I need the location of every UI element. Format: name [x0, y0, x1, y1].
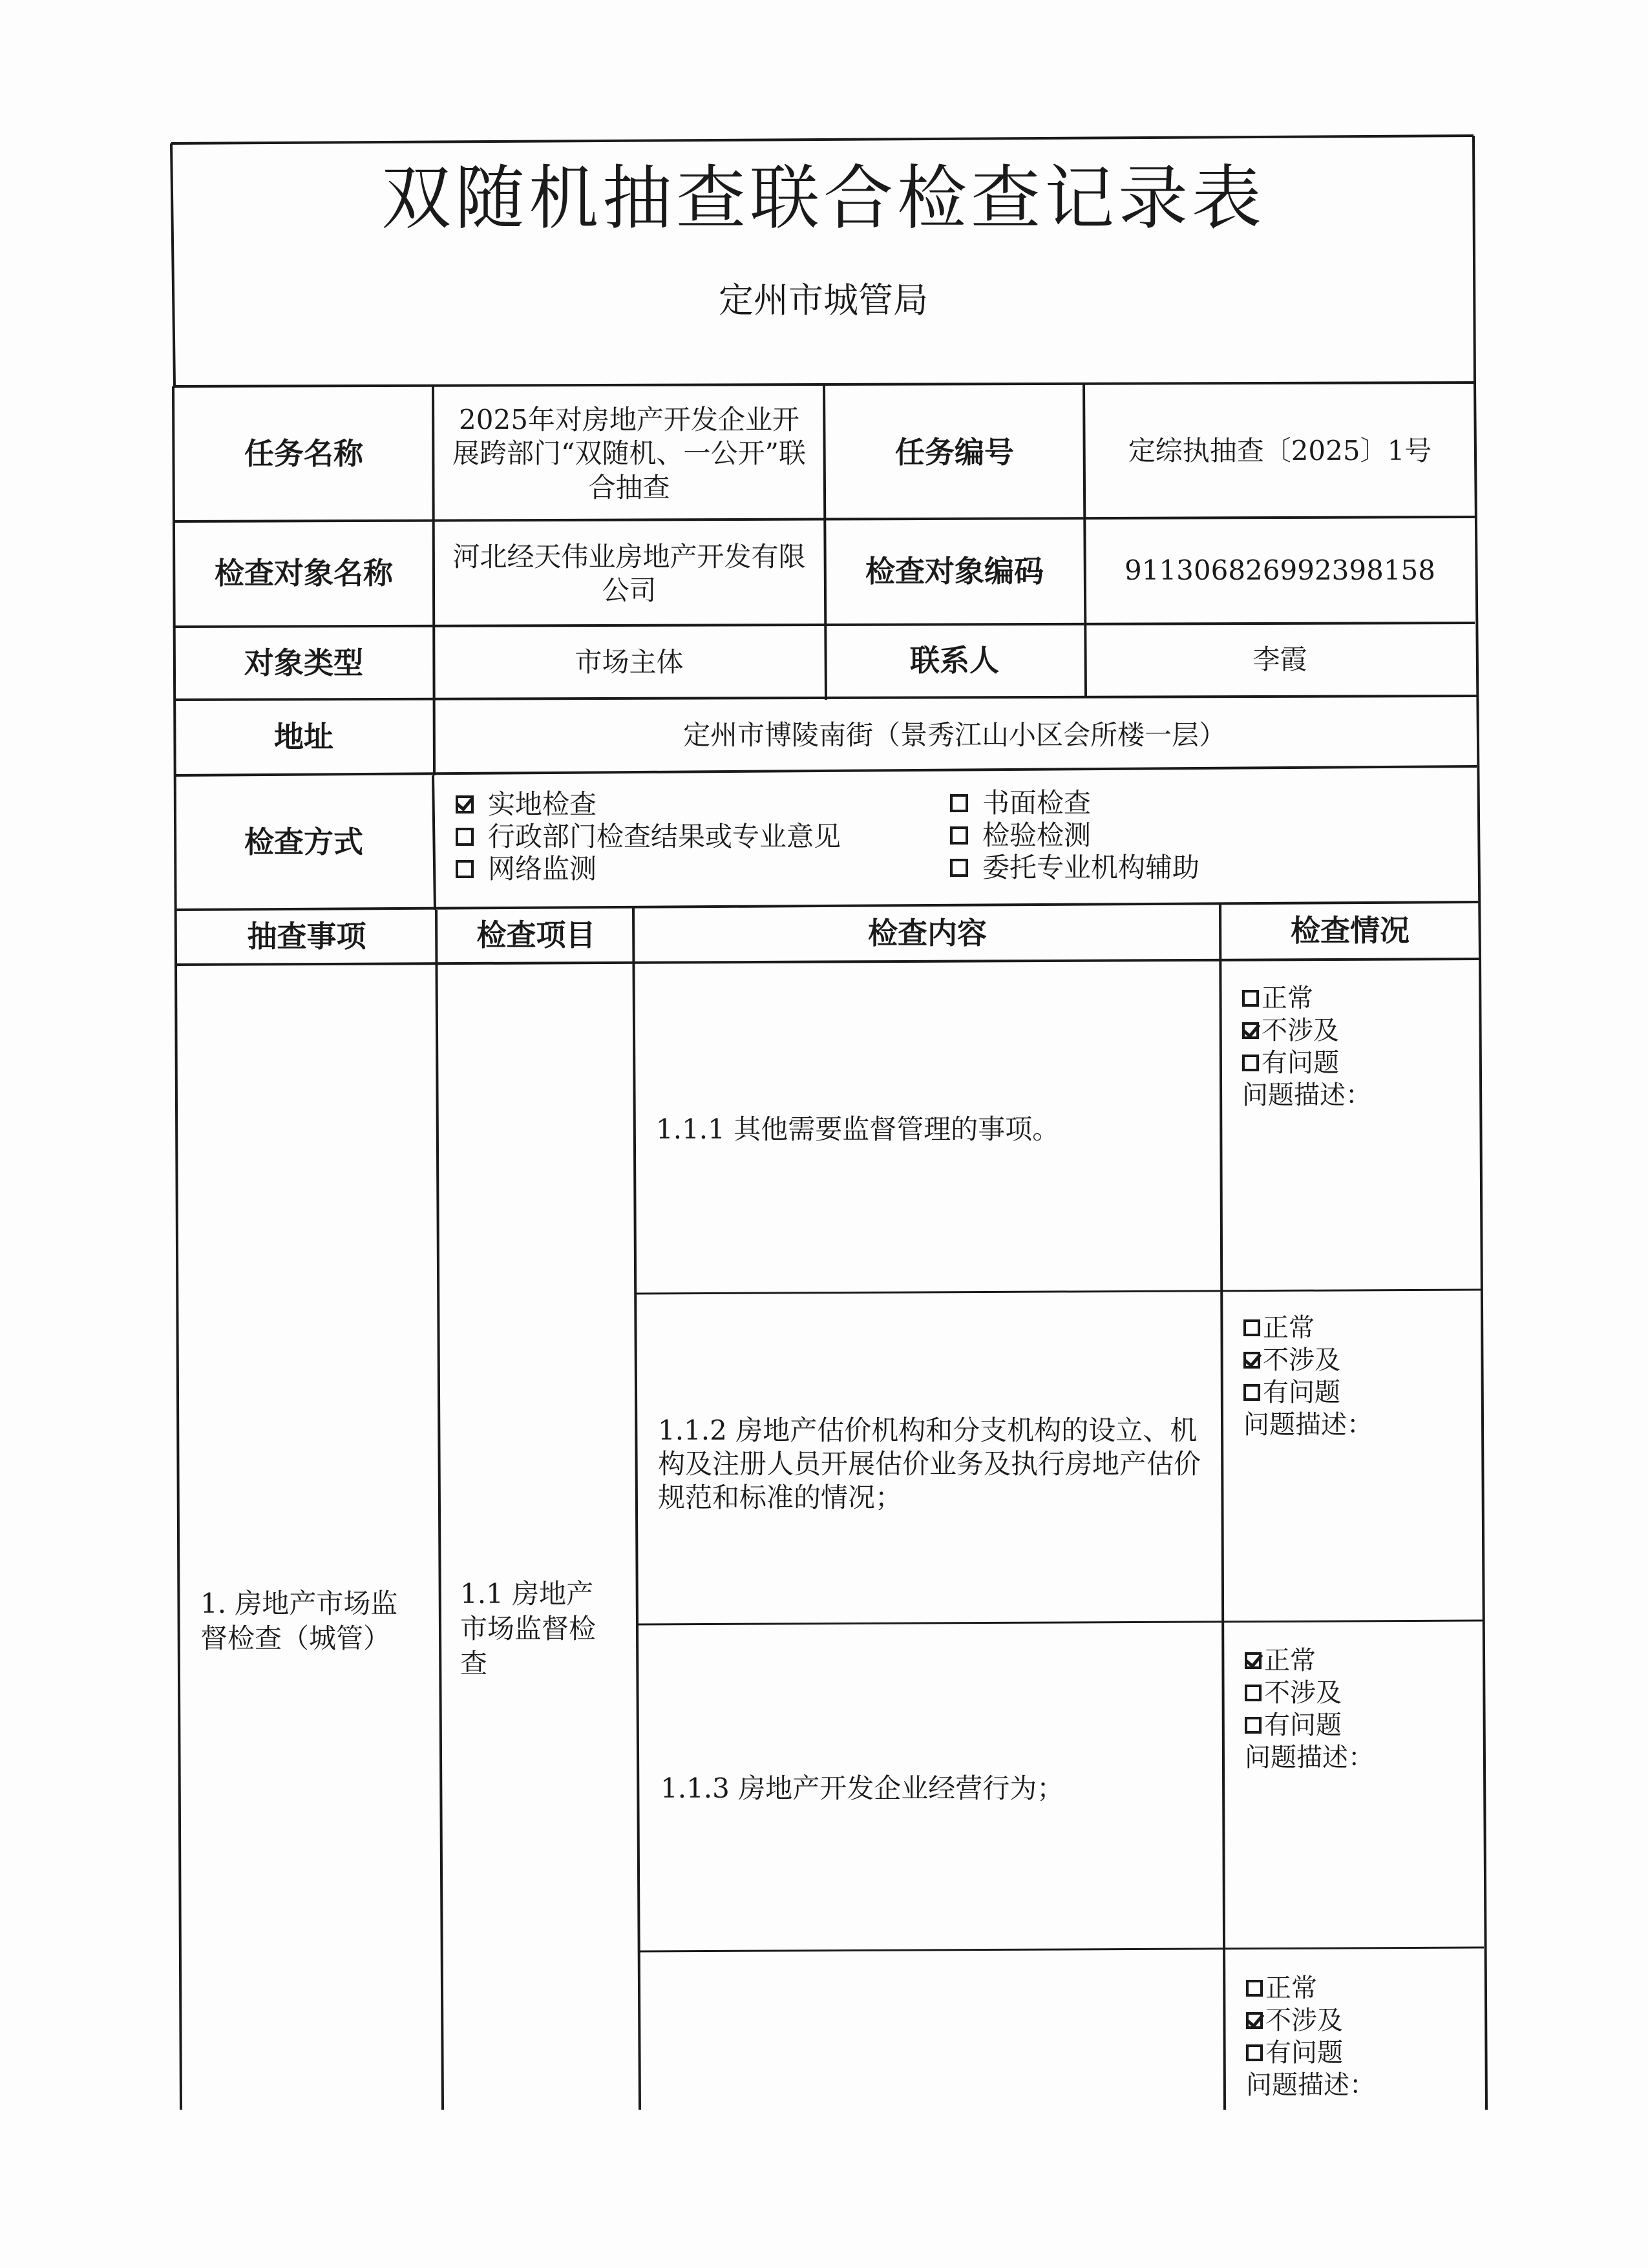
- status-row-3: [1245, 1644, 1374, 1774]
- problem-description-label: 问题描述：: [1245, 1743, 1374, 1772]
- task-no-value: 定综执抽查〔2025〕1号: [1128, 435, 1432, 467]
- method-network[interactable]: [456, 853, 841, 885]
- method-testing[interactable]: [950, 819, 1199, 852]
- target-type-label: 对象类型: [244, 646, 363, 681]
- col-header-content: 检查内容: [868, 916, 987, 951]
- status-not-applicable[interactable]: 不涉及: [1245, 1677, 1374, 1709]
- checkbox-icon[interactable]: [1243, 1319, 1260, 1336]
- task-no-label: 任务编号: [895, 434, 1014, 470]
- checkbox-icon[interactable]: [1245, 1652, 1262, 1669]
- checkbox-icon[interactable]: [950, 859, 968, 877]
- task-name-value: 2025年对房地产开发企业开展跨部门“双随机、一公开”联合抽查: [452, 403, 806, 503]
- check-content-row-2: 1.1.2 房地产估价机构和分支机构的设立、机构及注册人员开展估价业务及执行房地产估价规范和标准的情况；: [658, 1414, 1201, 1513]
- checkbox-icon[interactable]: [1242, 1055, 1259, 1071]
- address-label: 地址: [274, 719, 333, 755]
- status-normal[interactable]: 正常: [1245, 1644, 1374, 1677]
- col-header-project: 检查项目: [476, 918, 596, 953]
- method-entrusted[interactable]: [950, 852, 1199, 884]
- status-normal[interactable]: 正常: [1243, 1312, 1373, 1344]
- method-written-label: 书面检查: [982, 787, 1092, 819]
- status-row-1: [1242, 982, 1371, 1111]
- method-admin-result-label: 行政部门检查结果或专业意见: [488, 821, 841, 852]
- status-problem[interactable]: 有问题: [1246, 2037, 1375, 2069]
- target-name-value: 河北经天伟业房地产开发有限公司: [452, 540, 806, 606]
- checkbox-icon[interactable]: [1242, 1022, 1259, 1039]
- page-title: 双随机抽查联合检查记录表: [381, 158, 1265, 239]
- method-options-right: [950, 787, 1199, 884]
- method-network-label: 网络监测: [488, 853, 597, 885]
- address-value: 定州市博陵南街（景秀江山小区会所楼一层）: [682, 719, 1226, 751]
- checkbox-icon[interactable]: [950, 826, 968, 845]
- page-subtitle: 定州市城管局: [719, 280, 928, 321]
- target-code-label: 检查对象编码: [865, 554, 1044, 589]
- problem-description-label: 问题描述：: [1243, 1410, 1373, 1440]
- checkbox-icon[interactable]: [456, 828, 474, 846]
- check-content-row-3: 1.1.3 房地产开发企业经营行为；: [660, 1772, 1064, 1804]
- contact-label: 联系人: [910, 643, 999, 678]
- spot-item: 1. 房地产市场监督检查（城管）: [200, 1588, 398, 1654]
- checkbox-icon[interactable]: [950, 794, 968, 812]
- method-options-left: [456, 788, 841, 885]
- status-normal[interactable]: 正常: [1246, 1972, 1375, 2004]
- target-type-value: 市场主体: [575, 646, 684, 678]
- status-problem[interactable]: 有问题: [1243, 1376, 1373, 1409]
- checkbox-icon[interactable]: [1245, 1685, 1262, 1701]
- method-testing-label: 检验检测: [982, 819, 1092, 851]
- checkbox-icon[interactable]: [456, 860, 474, 878]
- col-header-status: 检查情况: [1291, 913, 1410, 949]
- target-name-label: 检查对象名称: [215, 556, 393, 591]
- status-not-applicable[interactable]: 不涉及: [1243, 1344, 1373, 1376]
- status-not-applicable[interactable]: 不涉及: [1246, 2004, 1375, 2037]
- check-content-row-1: 1.1.1 其他需要监督管理的事项。: [656, 1113, 1060, 1145]
- checkbox-icon[interactable]: [1246, 1980, 1263, 1997]
- task-name-label: 任务名称: [244, 436, 363, 471]
- status-normal[interactable]: 正常: [1242, 982, 1371, 1014]
- check-project: 1.1 房地产市场监督检查: [460, 1578, 597, 1679]
- checkbox-icon[interactable]: [456, 795, 474, 814]
- method-onsite[interactable]: [456, 788, 841, 821]
- status-row-2: [1243, 1312, 1373, 1441]
- problem-description-label: 问题描述：: [1242, 1080, 1371, 1110]
- status-problem[interactable]: 有问题: [1242, 1047, 1371, 1079]
- checkbox-icon[interactable]: [1245, 1717, 1262, 1734]
- method-written[interactable]: [950, 787, 1199, 819]
- checkbox-icon[interactable]: [1246, 2012, 1263, 2029]
- method-onsite-label: 实地检查: [488, 788, 597, 820]
- checkbox-icon[interactable]: [1246, 2044, 1263, 2061]
- method-admin-result[interactable]: [456, 821, 841, 853]
- checkbox-icon[interactable]: [1243, 1384, 1260, 1401]
- contact-value: 李霞: [1252, 643, 1307, 675]
- target-code-value: 911306826992398158: [1125, 554, 1435, 586]
- method-label: 检查方式: [244, 824, 363, 860]
- problem-description-label: 问题描述：: [1246, 2070, 1375, 2100]
- checkbox-icon[interactable]: [1243, 1352, 1260, 1369]
- status-problem[interactable]: 有问题: [1245, 1709, 1374, 1741]
- col-header-item: 抽查事项: [247, 919, 366, 954]
- method-entrusted-label: 委托专业机构辅助: [982, 852, 1200, 883]
- status-row-4: [1246, 1972, 1375, 2101]
- checkbox-icon[interactable]: [1242, 990, 1259, 1007]
- status-not-applicable[interactable]: 不涉及: [1242, 1014, 1371, 1047]
